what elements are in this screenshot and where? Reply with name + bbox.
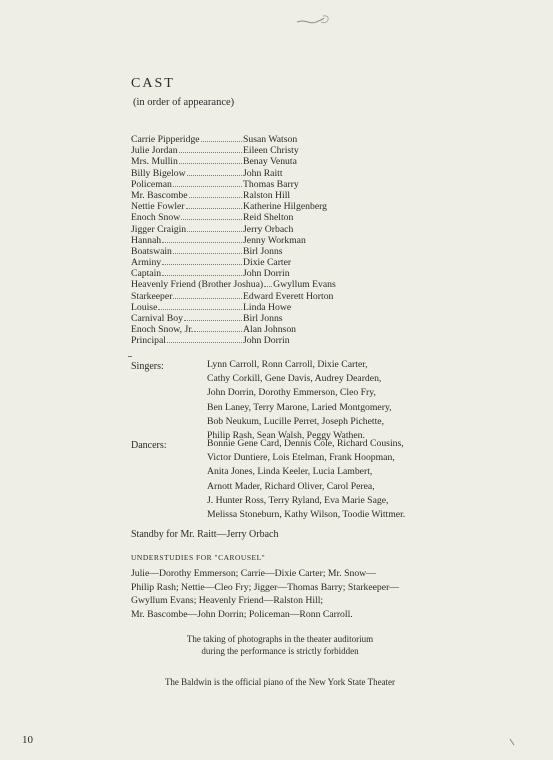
cast-role: Starkeeper <box>131 290 173 302</box>
dot-leader <box>179 145 242 153</box>
cast-actor: Jerry Orbach <box>243 223 294 235</box>
cast-actor: Gwyllum Evans <box>273 279 336 291</box>
dot-leader <box>187 224 242 232</box>
dancers-line: Bonnie Gene Card, Dennis Cole, Richard Cousins, <box>207 438 404 449</box>
dancers-line: Victor Duntiere, Lois Etelman, Frank Hoopman, <box>207 452 395 464</box>
cast-row <box>131 179 431 190</box>
cast-row <box>131 190 431 201</box>
cast-row <box>131 235 431 246</box>
cast-actor: Linda Howe <box>243 301 292 313</box>
cast-row <box>131 145 431 156</box>
dancers-line: J. Hunter Ross, Terry Ryland, Eva Marie Sage, <box>207 494 389 506</box>
cast-role: Billy Bigelow <box>131 167 186 179</box>
cast-row <box>131 212 431 223</box>
dancers-names <box>207 437 422 522</box>
cast-row <box>131 201 431 212</box>
cast-role: Mr. Bascombe <box>131 189 188 201</box>
dot-leader <box>181 212 242 220</box>
cast-actor: Birl Jonns <box>243 245 283 257</box>
singers-line: Bob Neukum, Lucille Perret, Joseph Pichette, <box>207 415 385 427</box>
stray-dash-mark <box>128 356 132 357</box>
singers-line: Ben Laney, Terry Marone, Laried Montgomery, <box>207 401 392 413</box>
cast-actor: Katherine Hilgenberg <box>243 201 328 213</box>
notice-line: during the performance is strictly forbidden <box>201 645 359 656</box>
cast-row <box>131 246 431 257</box>
cast-actor: Ralston Hill <box>243 189 291 201</box>
ink-mark-icon <box>296 14 332 26</box>
cast-actor: Susan Watson <box>243 134 298 145</box>
cast-row <box>131 156 431 167</box>
cast-row <box>131 324 431 335</box>
cast-role: Hannah <box>131 234 162 246</box>
dot-leader <box>173 179 242 187</box>
understudy-line: Gwyllum Evans; Heavenly Friend—Ralston Hill; <box>131 595 324 606</box>
singers-label: Singers: <box>131 361 164 372</box>
cast-role: Carnival Boy <box>131 313 183 324</box>
cast-role: Mrs. Mullin <box>131 156 178 168</box>
photography-notice <box>120 634 440 658</box>
cast-role: Boatswain <box>131 245 172 257</box>
dancers-line: Arnott Mader, Richard Oliver, Carol Perea, <box>207 480 375 492</box>
cast-actor: John Dorrin <box>243 335 290 347</box>
cast-subheading: (in order of appearance) <box>133 97 235 108</box>
cast-row <box>131 279 431 290</box>
cast-actor: John Raitt <box>243 167 283 179</box>
dot-leader <box>194 324 242 332</box>
cast-actor: Reid Shelton <box>243 212 294 224</box>
dot-leader <box>162 257 242 265</box>
cast-role: Enoch Snow <box>131 212 181 224</box>
cast-row <box>131 224 431 235</box>
notice-line: The taking of photographs in the theater auditorium <box>186 634 374 644</box>
cast-list <box>131 134 431 347</box>
cast-heading: CAST <box>131 76 175 91</box>
page-number: 10 <box>22 734 33 746</box>
cast-row <box>131 268 431 279</box>
dot-leader <box>184 313 242 321</box>
dancers-line: Melissa Stoneburn, Kathy Wilson, Toodie Wittmer. <box>207 509 406 521</box>
cast-row <box>131 313 431 324</box>
dot-leader <box>186 201 242 209</box>
cast-role: Heavenly Friend (Brother Joshua) <box>131 279 264 291</box>
dot-leader <box>201 134 242 142</box>
dot-leader <box>187 168 242 176</box>
cast-row <box>131 291 431 302</box>
cast-actor: Birl Jonns <box>243 313 283 324</box>
cast-role: Policeman <box>131 178 172 190</box>
cast-actor: Eileen Christy <box>243 145 299 157</box>
cast-actor: Dixie Carter <box>243 257 292 269</box>
dot-leader <box>167 335 242 343</box>
cast-row <box>131 302 431 313</box>
dot-leader <box>179 156 242 164</box>
cast-role: Carrie Pipperidge <box>131 134 200 145</box>
cast-row <box>131 335 431 346</box>
dot-leader <box>189 190 242 198</box>
singers-names <box>207 358 422 443</box>
corner-mark-icon <box>509 738 515 746</box>
cast-actor: Benay Venuta <box>243 156 297 168</box>
cast-actor: Thomas Barry <box>243 178 299 190</box>
dancers-line: Anita Jones, Linda Keeler, Lucia Lambert, <box>207 466 373 478</box>
cast-role: Arminy <box>131 257 162 269</box>
cast-row <box>131 134 431 145</box>
cast-role: Julie Jordan <box>131 145 178 157</box>
singers-line: John Dorrin, Dorothy Emmerson, Cleo Fry, <box>207 387 376 399</box>
dot-leader <box>173 291 242 299</box>
understudy-line: Mr. Bascombe—John Dorrin; Policeman—Ronn Carroll. <box>131 608 353 620</box>
cast-row <box>131 168 431 179</box>
cast-role: Captain <box>131 268 162 280</box>
cast-role: Principal <box>131 335 166 347</box>
cast-row <box>131 257 431 268</box>
understudies-heading: UNDERSTUDIES FOR "CAROUSEL" <box>131 553 266 562</box>
cast-actor: Jenny Workman <box>243 234 306 246</box>
dancers-label: Dancers: <box>131 440 167 451</box>
dot-leader <box>158 302 242 310</box>
dot-leader <box>264 279 272 287</box>
singers-line: Cathy Corkill, Gene Davis, Audrey Dearden, <box>207 373 382 385</box>
understudies-list <box>131 567 431 621</box>
standby-note: Standby for Mr. Raitt—Jerry Orbach <box>131 529 279 540</box>
cast-actor: John Dorrin <box>243 268 290 280</box>
cast-actor: Alan Johnson <box>243 324 297 336</box>
cast-role: Jigger Craigin <box>131 223 187 235</box>
singers-line: Lynn Carroll, Ronn Carroll, Dixie Carter, <box>207 359 368 370</box>
dot-leader <box>162 235 242 243</box>
dot-leader <box>173 246 242 254</box>
understudy-line: Julie—Dorothy Emmerson; Carrie—Dixie Carter; Mr. Snow— <box>131 568 376 579</box>
dot-leader <box>162 268 242 276</box>
understudy-line: Philip Rash; Nettie—Cleo Fry; Jigger—Thomas Barry; Starkeeper— <box>131 581 399 593</box>
cast-role: Enoch Snow, Jr. <box>131 324 194 336</box>
cast-role: Louise <box>131 301 158 313</box>
cast-role: Nettie Fowler <box>131 201 185 213</box>
singers-line: Philip Rash, Sean Walsh, Peggy Wathen. <box>207 430 365 442</box>
cast-actor: Edward Everett Horton <box>243 290 334 302</box>
piano-credit: The Baldwin is the official piano of the New York State Theater <box>164 677 396 687</box>
